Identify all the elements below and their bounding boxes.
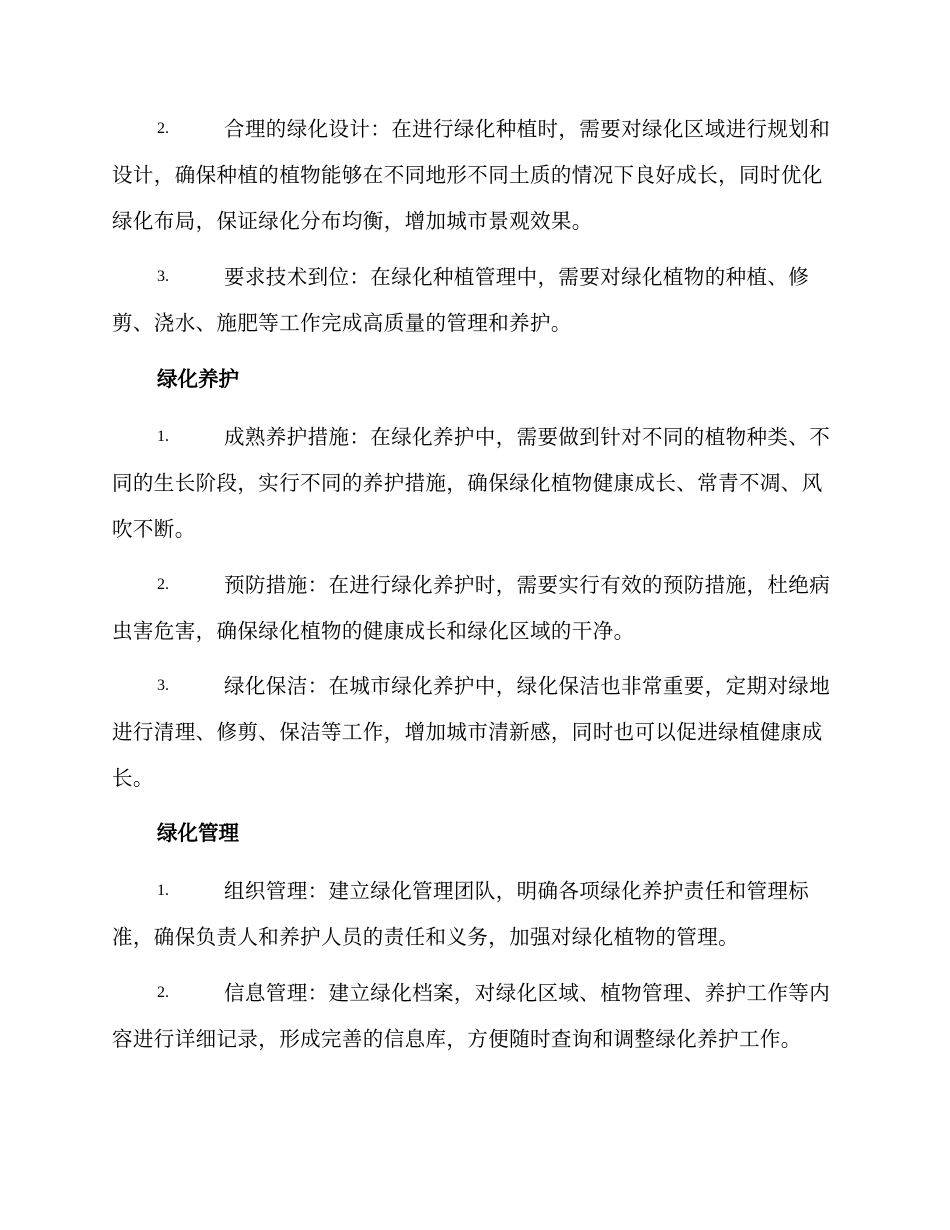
list-item bbox=[112, 663, 836, 801]
section-heading-management: 绿化管理 bbox=[157, 821, 239, 845]
list-item-number: 1. bbox=[157, 428, 169, 445]
list-item-text: 预防措施：在进行绿化养护时，需要实行有效的预防措施，杜绝病虫害危害，确保绿化植物的健康成长和绿化区域的干净。 bbox=[112, 573, 831, 643]
list-item-text: 要求技术到位：在绿化种植管理中，需要对绿化植物的种植、修剪、浇水、施肥等工作完成高质量的管理和养护。 bbox=[112, 265, 810, 335]
list-item-text: 成熟养护措施：在绿化养护中，需要做到针对不同的植物种类、不同的生长阶段，实行不同的养护措施，确保绿化植物健康成长、常青不凋、风吹不断。 bbox=[112, 425, 831, 541]
list-item-text: 组织管理：建立绿化管理团队，明确各项绿化养护责任和管理标准，确保负责人和养护人员的责任和义务，加强对绿化植物的管理。 bbox=[112, 879, 810, 949]
list-item-text: 信息管理：建立绿化档案，对绿化区域、植物管理、养护工作等内容进行详细记录，形成完善的信息库，方便随时查询和调整绿化养护工作。 bbox=[112, 981, 831, 1051]
list-item bbox=[112, 562, 836, 654]
list-item-number: 2. bbox=[157, 984, 169, 1001]
list-item bbox=[112, 970, 836, 1062]
list-item bbox=[112, 868, 836, 960]
list-item-number: 2. bbox=[157, 120, 169, 137]
list-item bbox=[112, 106, 836, 244]
list-item-number: 1. bbox=[157, 882, 169, 899]
list-item-number: 3. bbox=[157, 268, 169, 285]
list-item bbox=[112, 414, 836, 552]
list-item-number: 3. bbox=[157, 677, 169, 694]
section-heading-maintenance: 绿化养护 bbox=[157, 367, 239, 391]
list-item bbox=[112, 254, 836, 346]
list-item-text: 合理的绿化设计：在进行绿化种植时，需要对绿化区域进行规划和设计，确保种植的植物能够在不同地形不同土质的情况下良好成长，同时优化绿化布局，保证绿化分布均衡，增加城市景观效果。 bbox=[112, 117, 831, 233]
list-item-text: 绿化保洁：在城市绿化养护中，绿化保洁也非常重要，定期对绿地进行清理、修剪、保洁等工作，增加城市清新感，同时也可以促进绿植健康成长。 bbox=[112, 674, 831, 790]
list-item-number: 2. bbox=[157, 576, 169, 593]
